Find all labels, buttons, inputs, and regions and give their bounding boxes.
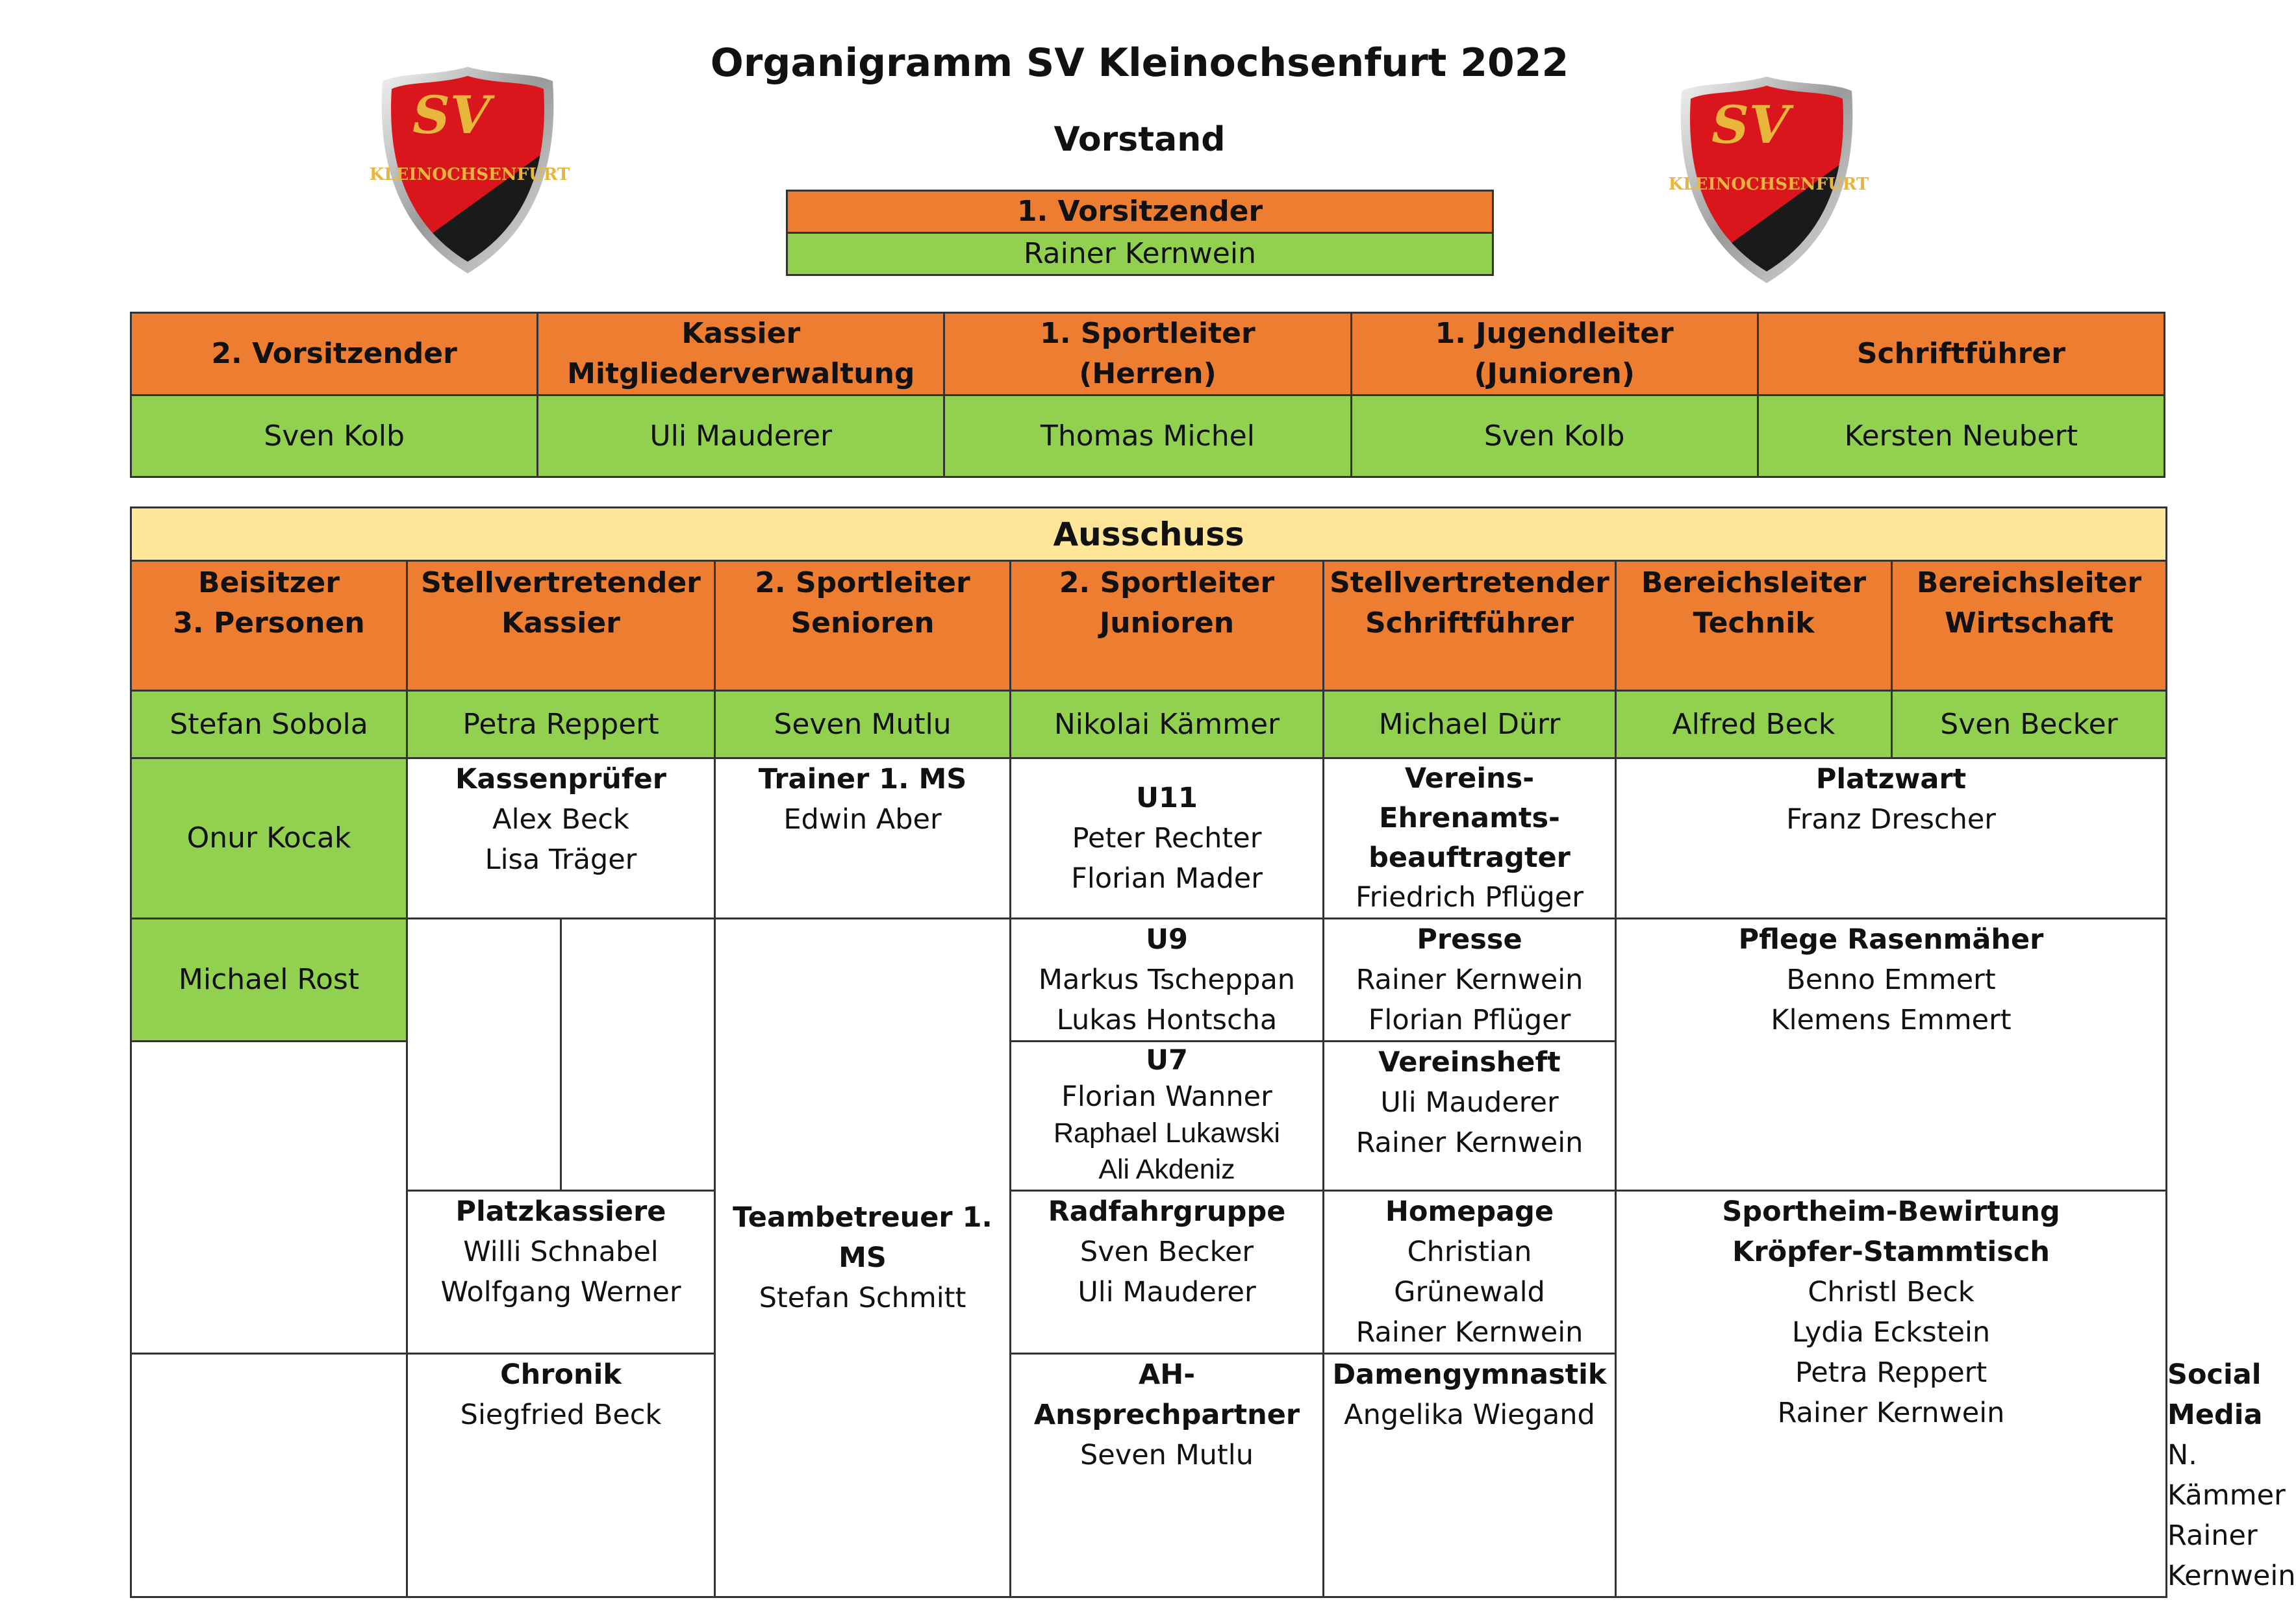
cell-vereinsheft: Vereinsheft Uli Mauderer Rainer Kernwein [1324, 1042, 1616, 1191]
logo-sv-text: SV [1711, 94, 1789, 155]
cell-u7: U7 Florian Wanner Raphael Lukawski Ali Akdeniz [1011, 1042, 1324, 1191]
cell-radfahr: Radfahrgruppe Sven Becker Uli Mauderer [1011, 1191, 1324, 1354]
cell-chronik: Chronik Siegfried Beck [407, 1354, 715, 1597]
chair-role: 1. Vorsitzender [787, 191, 1493, 233]
ausschuss-name-wirtschaft: Sven Becker [1892, 691, 2167, 758]
ausschuss-title: Ausschuss [131, 508, 2167, 561]
ausschuss-role-technik: Bereichsleiter Technik [1616, 561, 1892, 691]
section-title-vorstand: Vorstand [1053, 120, 1226, 159]
logo-club-text: KLEINOCHSENFURT [1668, 175, 1869, 194]
ausschuss-name-beisitzer: Stefan Sobola [131, 691, 407, 758]
ausschuss-role-wirtschaft: Bereichsleiter Wirtschaft [1892, 561, 2167, 691]
ausschuss-role-sportleiter-junioren: 2. Sportleiter Junioren [1011, 561, 1324, 691]
cell-platzkassiere: Platzkassiere Willi Schnabel Wolfgang Werner [407, 1191, 715, 1354]
chair-table [786, 190, 1494, 276]
cell-u9: U9 Markus Tscheppan Lukas Hontscha [1011, 919, 1324, 1042]
cell-u11: U11 Peter Rechter Florian Mader [1011, 758, 1324, 919]
cell-damen: Damengymnastik Angelika Wiegand [1324, 1354, 1616, 1597]
cell-sportheim: Sportheim-Bewirtung Kröpfer-Stammtisch Christl Beck Lydia Eckstein Petra Reppert Rainer Kernwein [1616, 1191, 2167, 1597]
vorstand-name-2: Uli Mauderer [538, 395, 944, 477]
ausschuss-role-stv-schriftfuehrer: Stellvertretender Schriftführer [1324, 561, 1616, 691]
ausschuss-role-beisitzer: Beisitzer 3. Personen [131, 561, 407, 691]
ausschuss-name-stv-kassier: Petra Reppert [407, 691, 715, 758]
cell-empty-kassier-left [407, 919, 561, 1191]
ausschuss-name-stv-schriftfuehrer: Michael Dürr [1324, 691, 1616, 758]
ausschuss-name-technik: Alfred Beck [1616, 691, 1892, 758]
cell-kassenpruefer: Kassenprüfer Alex Beck Lisa Träger [407, 758, 715, 919]
beisitzer-extra-1: Onur Kocak [131, 758, 407, 919]
club-logo-right [1668, 71, 1869, 286]
cell-ehrenamt: Vereins- Ehrenamts- beauftragter Friedrich Pflüger [1324, 758, 1616, 919]
chair-name: Rainer Kernwein [787, 233, 1493, 275]
vorstand-role-2: Kassier Mitgliederverwaltung [538, 313, 944, 395]
vorstand-name-3: Thomas Michel [944, 395, 1351, 477]
club-logo-left [369, 62, 570, 276]
cell-rasen: Pflege Rasenmäher Benno Emmert Klemens Emmert [1616, 919, 2167, 1191]
logo-sv-text: SV [412, 84, 490, 145]
vorstand-role-3: 1. Sportleiter (Herren) [944, 313, 1351, 395]
cell-presse: Presse Rainer Kernwein Florian Pflüger [1324, 919, 1616, 1042]
cell-platzwart: Platzwart Franz Drescher [1616, 758, 2167, 919]
ausschuss-name-sportleiter-senioren: Seven Mutlu [715, 691, 1011, 758]
cell-trainer: Trainer 1. MS Edwin Aber [715, 758, 1011, 919]
vorstand-name-1: Sven Kolb [131, 395, 538, 477]
vorstand-role-5: Schriftführer [1758, 313, 2164, 395]
ausschuss-role-stv-kassier: Stellvertretender Kassier [407, 561, 715, 691]
cell-empty-beisitzer [131, 1042, 407, 1354]
cell-ah: AH- Ansprechpartner Seven Mutlu [1011, 1354, 1324, 1597]
cell-empty-kassier-right [561, 919, 715, 1191]
vorstand-table [130, 312, 2165, 478]
vorstand-role-1: 2. Vorsitzender [131, 313, 538, 395]
page-title: Organigramm SV Kleinochsenfurt 2022 [710, 40, 1569, 86]
ausschuss-table: Ausschuss Beisitzer 3. Personen Stellvertretender Kassier 2. Sportleiter Senioren 2. Sportleiter Junioren Stellvertretender Schriftführer Bereichsleiter Technik Bereichsleiter Wirtschaft Stefan Sobola Petra Reppert Seven Mutlu Nikolai Kämmer Michael Dürr Alfred Beck Sven Becker Onur Kocak Kassenprüfer Alex Beck Lisa Träger Trainer 1. MS Edwin Aber U11 Peter Rechter Florian Mader Vereins- Ehrenamts- beauftragter Friedrich Pflüger Platzwart Franz Drescher Michael Rost Teambetreuer 1. MS Stefan Schmitt U9 Markus Tscheppan Lukas Hontscha Presse Rainer Kernwein Florian Pflüger Pflege Rasenmäher Benno Emmert Klemens Emmert U7 Florian Wanner Raphael Lukawski Ali Akdeniz Vereinsheft Uli Mauderer Rainer Kernwein Platzkassiere Willi Schnabel Wolfgang Werner Radfahrgruppe Sven Becker Uli Mauderer Homepage Christian Grünewald Rainer Kernwein Sportheim-Bewirtung Kröpfer-Stammtisch Christl Beck Lydia Eckstein Petra Reppert Rainer Kernwein Chronik Siegfried Beck AH- Ansprechpartner Seven Mutlu Damengymnastik Angelika Wiegand Social Media N. Kämmer Rainer Kernwein [130, 506, 2167, 1598]
ausschuss-role-sportleiter-senioren: 2. Sportleiter Senioren [715, 561, 1011, 691]
beisitzer-extra-2: Michael Rost [131, 919, 407, 1042]
cell-homepage: Homepage Christian Grünewald Rainer Kernwein [1324, 1191, 1616, 1354]
vorstand-name-5: Kersten Neubert [1758, 395, 2164, 477]
vorstand-role-4: 1. Jugendleiter (Junioren) [1351, 313, 1758, 395]
vorstand-name-4: Sven Kolb [1351, 395, 1758, 477]
cell-teambetreuer: Teambetreuer 1. MS Stefan Schmitt [715, 919, 1011, 1597]
ausschuss-name-sportleiter-junioren: Nikolai Kämmer [1011, 691, 1324, 758]
logo-club-text: KLEINOCHSENFURT [369, 165, 570, 184]
cell-empty-beisitzer-bottom [131, 1354, 407, 1597]
